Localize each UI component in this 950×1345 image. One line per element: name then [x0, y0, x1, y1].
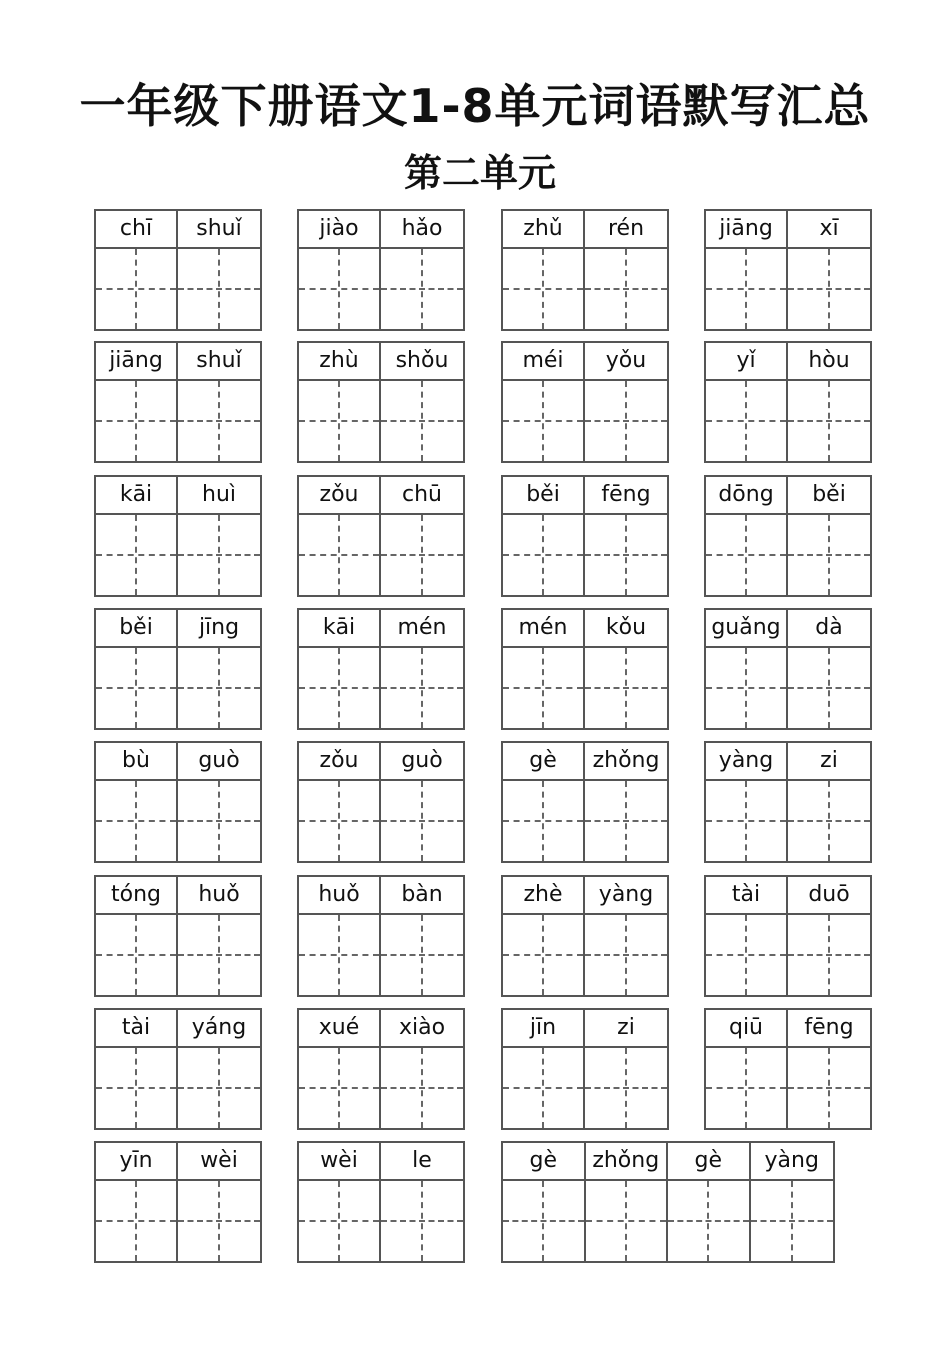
pinyin-label: zhǒng	[585, 743, 667, 781]
character-cell	[585, 610, 667, 728]
word-box	[704, 209, 872, 331]
pinyin-label: fēng	[585, 477, 667, 515]
character-cell	[178, 877, 260, 995]
character-cell	[751, 1143, 833, 1261]
character-cell	[96, 343, 178, 461]
pinyin-label: běi	[503, 477, 583, 515]
pinyin-label: huì	[178, 477, 260, 515]
pinyin-label: xué	[299, 1010, 379, 1048]
pinyin-label: zǒu	[299, 743, 379, 781]
pinyin-label: kāi	[96, 477, 176, 515]
pinyin-label: jiāng	[706, 211, 786, 249]
writing-box[interactable]	[178, 1181, 260, 1261]
writing-box[interactable]	[585, 249, 667, 329]
pinyin-label: zhù	[299, 343, 379, 381]
character-cell	[299, 877, 381, 995]
page-title: 一年级下册语文1-8单元词语默写汇总	[79, 79, 871, 133]
writing-box[interactable]	[299, 515, 379, 595]
pinyin-label: xī	[788, 211, 870, 249]
writing-box[interactable]	[299, 249, 379, 329]
writing-box[interactable]	[788, 915, 870, 995]
writing-box[interactable]	[788, 648, 870, 728]
pinyin-label: mén	[503, 610, 583, 648]
pinyin-label: jiāng	[96, 343, 176, 381]
pinyin-label: gè	[503, 743, 583, 781]
writing-box[interactable]	[299, 1181, 379, 1261]
writing-box[interactable]	[788, 781, 870, 861]
word-box	[704, 741, 872, 863]
writing-box[interactable]	[585, 781, 667, 861]
word-box	[94, 209, 262, 331]
word-box	[297, 341, 465, 463]
writing-box[interactable]	[503, 648, 583, 728]
character-cell	[381, 477, 463, 595]
character-cell	[788, 211, 870, 329]
word-box	[94, 1141, 262, 1263]
pinyin-label: kǒu	[585, 610, 667, 648]
pinyin-label: zhè	[503, 877, 583, 915]
writing-box[interactable]	[381, 381, 463, 461]
character-cell	[585, 211, 667, 329]
character-cell	[668, 1143, 751, 1261]
character-cell	[381, 211, 463, 329]
word-box	[297, 1008, 465, 1130]
character-cell	[585, 1010, 667, 1128]
pinyin-label: shuǐ	[178, 343, 260, 381]
unit-title: 第二单元	[403, 151, 556, 195]
character-cell	[299, 1010, 381, 1128]
word-box	[94, 475, 262, 597]
word-box	[94, 608, 262, 730]
character-cell	[96, 877, 178, 995]
writing-box[interactable]	[585, 1048, 667, 1128]
pinyin-label: fēng	[788, 1010, 870, 1048]
character-cell	[706, 211, 788, 329]
writing-box[interactable]	[299, 1048, 379, 1128]
writing-box[interactable]	[178, 648, 260, 728]
character-cell	[788, 877, 870, 995]
pinyin-label: méi	[503, 343, 583, 381]
pinyin-label: qiū	[706, 1010, 786, 1048]
character-cell	[706, 743, 788, 861]
pinyin-label: zhǔ	[503, 211, 583, 249]
writing-box[interactable]	[96, 249, 176, 329]
character-cell	[706, 877, 788, 995]
writing-box[interactable]	[381, 781, 463, 861]
writing-box[interactable]	[788, 515, 870, 595]
character-cell	[788, 343, 870, 461]
character-cell	[503, 743, 585, 861]
word-box	[94, 341, 262, 463]
pinyin-label: guò	[178, 743, 260, 781]
pinyin-label: xiào	[381, 1010, 463, 1048]
pinyin-label: dōng	[706, 477, 786, 515]
writing-box[interactable]	[178, 381, 260, 461]
character-cell	[381, 743, 463, 861]
character-cell	[96, 477, 178, 595]
character-cell	[96, 1010, 178, 1128]
pinyin-label: hǎo	[381, 211, 463, 249]
pinyin-label: chī	[96, 211, 176, 249]
writing-box[interactable]	[503, 515, 583, 595]
pinyin-label: shuǐ	[178, 211, 260, 249]
writing-box[interactable]	[299, 781, 379, 861]
character-cell	[178, 1010, 260, 1128]
word-box	[704, 875, 872, 997]
character-cell	[788, 743, 870, 861]
writing-box[interactable]	[585, 915, 667, 995]
writing-box[interactable]	[503, 381, 583, 461]
word-box	[297, 875, 465, 997]
character-cell	[706, 610, 788, 728]
character-cell	[585, 743, 667, 861]
pinyin-label: yǒu	[585, 343, 667, 381]
word-box	[297, 475, 465, 597]
character-cell	[96, 743, 178, 861]
writing-box[interactable]	[585, 381, 667, 461]
pinyin-label: zi	[788, 743, 870, 781]
character-cell	[299, 477, 381, 595]
character-cell	[299, 211, 381, 329]
writing-box[interactable]	[178, 249, 260, 329]
word-box	[297, 209, 465, 331]
writing-box[interactable]	[299, 381, 379, 461]
writing-box[interactable]	[586, 1181, 667, 1261]
writing-box[interactable]	[178, 781, 260, 861]
writing-box[interactable]	[503, 1048, 583, 1128]
character-cell	[706, 1010, 788, 1128]
character-cell	[178, 610, 260, 728]
word-box	[297, 608, 465, 730]
word-box	[501, 608, 669, 730]
word-box	[94, 875, 262, 997]
pinyin-label: zi	[585, 1010, 667, 1048]
word-box	[501, 1141, 835, 1263]
writing-box[interactable]	[706, 781, 786, 861]
pinyin-label: yàng	[751, 1143, 833, 1181]
pinyin-label: tài	[96, 1010, 176, 1048]
pinyin-label: huǒ	[178, 877, 260, 915]
word-box	[501, 209, 669, 331]
writing-box[interactable]	[585, 648, 667, 728]
writing-box[interactable]	[96, 381, 176, 461]
word-box	[501, 741, 669, 863]
character-cell	[96, 1143, 178, 1261]
pinyin-label: kāi	[299, 610, 379, 648]
writing-box[interactable]	[585, 515, 667, 595]
character-cell	[503, 477, 585, 595]
character-cell	[299, 610, 381, 728]
writing-box[interactable]	[706, 648, 786, 728]
writing-box[interactable]	[178, 1048, 260, 1128]
pinyin-label: jīng	[178, 610, 260, 648]
character-cell	[503, 610, 585, 728]
pinyin-label: duō	[788, 877, 870, 915]
character-cell	[503, 1143, 586, 1261]
pinyin-label: gè	[668, 1143, 749, 1181]
character-cell	[299, 743, 381, 861]
character-cell	[178, 211, 260, 329]
pinyin-label: zǒu	[299, 477, 379, 515]
pinyin-label: yīn	[96, 1143, 176, 1181]
character-cell	[585, 877, 667, 995]
word-box	[501, 1008, 669, 1130]
character-cell	[788, 610, 870, 728]
pinyin-label: dà	[788, 610, 870, 648]
writing-box[interactable]	[299, 915, 379, 995]
word-box	[704, 475, 872, 597]
character-cell	[299, 1143, 381, 1261]
pinyin-label: hòu	[788, 343, 870, 381]
writing-box[interactable]	[96, 1048, 176, 1128]
character-cell	[178, 477, 260, 595]
pinyin-label: yàng	[706, 743, 786, 781]
character-cell	[503, 343, 585, 461]
pinyin-label: shǒu	[381, 343, 463, 381]
character-cell	[96, 610, 178, 728]
word-box	[704, 608, 872, 730]
writing-box[interactable]	[503, 781, 583, 861]
character-cell	[381, 1010, 463, 1128]
pinyin-label: yǐ	[706, 343, 786, 381]
pinyin-label: bàn	[381, 877, 463, 915]
word-box	[704, 1008, 872, 1130]
writing-box[interactable]	[503, 915, 583, 995]
writing-box[interactable]	[381, 1181, 463, 1261]
writing-box[interactable]	[788, 1048, 870, 1128]
character-cell	[96, 211, 178, 329]
character-cell	[788, 477, 870, 595]
character-cell	[503, 211, 585, 329]
pinyin-label: chū	[381, 477, 463, 515]
writing-box[interactable]	[706, 1048, 786, 1128]
word-box	[94, 741, 262, 863]
writing-box[interactable]	[668, 1181, 749, 1261]
writing-box[interactable]	[503, 249, 583, 329]
character-cell	[178, 1143, 260, 1261]
pinyin-label: gè	[503, 1143, 584, 1181]
writing-box[interactable]	[706, 381, 786, 461]
word-box	[704, 341, 872, 463]
pinyin-label: wèi	[299, 1143, 379, 1181]
writing-box[interactable]	[96, 915, 176, 995]
writing-box[interactable]	[96, 1181, 176, 1261]
writing-box[interactable]	[751, 1181, 833, 1261]
word-box	[297, 1141, 465, 1263]
character-cell	[381, 610, 463, 728]
pinyin-label: běi	[96, 610, 176, 648]
writing-box[interactable]	[299, 648, 379, 728]
character-cell	[381, 343, 463, 461]
pinyin-label: yàng	[585, 877, 667, 915]
character-cell	[503, 877, 585, 995]
word-box	[297, 741, 465, 863]
character-cell	[178, 743, 260, 861]
character-cell	[381, 1143, 463, 1261]
writing-box[interactable]	[706, 515, 786, 595]
character-cell	[178, 343, 260, 461]
writing-box[interactable]	[96, 648, 176, 728]
word-box	[501, 341, 669, 463]
pinyin-label: le	[381, 1143, 463, 1181]
word-box	[94, 1008, 262, 1130]
pinyin-label: jīn	[503, 1010, 583, 1048]
pinyin-label: zhǒng	[586, 1143, 667, 1181]
character-cell	[586, 1143, 669, 1261]
pinyin-label: mén	[381, 610, 463, 648]
pinyin-label: guò	[381, 743, 463, 781]
pinyin-label: jiào	[299, 211, 379, 249]
writing-box[interactable]	[178, 515, 260, 595]
character-cell	[503, 1010, 585, 1128]
pinyin-label: huǒ	[299, 877, 379, 915]
pinyin-label: tóng	[96, 877, 176, 915]
word-box	[501, 875, 669, 997]
pinyin-label: běi	[788, 477, 870, 515]
writing-box[interactable]	[706, 249, 786, 329]
writing-box[interactable]	[96, 515, 176, 595]
character-cell	[585, 477, 667, 595]
writing-box[interactable]	[178, 915, 260, 995]
writing-box[interactable]	[788, 249, 870, 329]
character-cell	[706, 343, 788, 461]
pinyin-label: wèi	[178, 1143, 260, 1181]
writing-box[interactable]	[706, 915, 786, 995]
writing-box[interactable]	[381, 1048, 463, 1128]
writing-box[interactable]	[503, 1181, 584, 1261]
writing-box[interactable]	[96, 781, 176, 861]
writing-box[interactable]	[381, 249, 463, 329]
pinyin-label: bù	[96, 743, 176, 781]
writing-box[interactable]	[381, 515, 463, 595]
character-cell	[788, 1010, 870, 1128]
word-box	[501, 475, 669, 597]
character-cell	[299, 343, 381, 461]
pinyin-label: tài	[706, 877, 786, 915]
writing-box[interactable]	[788, 381, 870, 461]
pinyin-label: guǎng	[706, 610, 786, 648]
pinyin-label: rén	[585, 211, 667, 249]
character-cell	[585, 343, 667, 461]
writing-box[interactable]	[381, 648, 463, 728]
writing-box[interactable]	[381, 915, 463, 995]
character-cell	[706, 477, 788, 595]
pinyin-label: yáng	[178, 1010, 260, 1048]
character-cell	[381, 877, 463, 995]
